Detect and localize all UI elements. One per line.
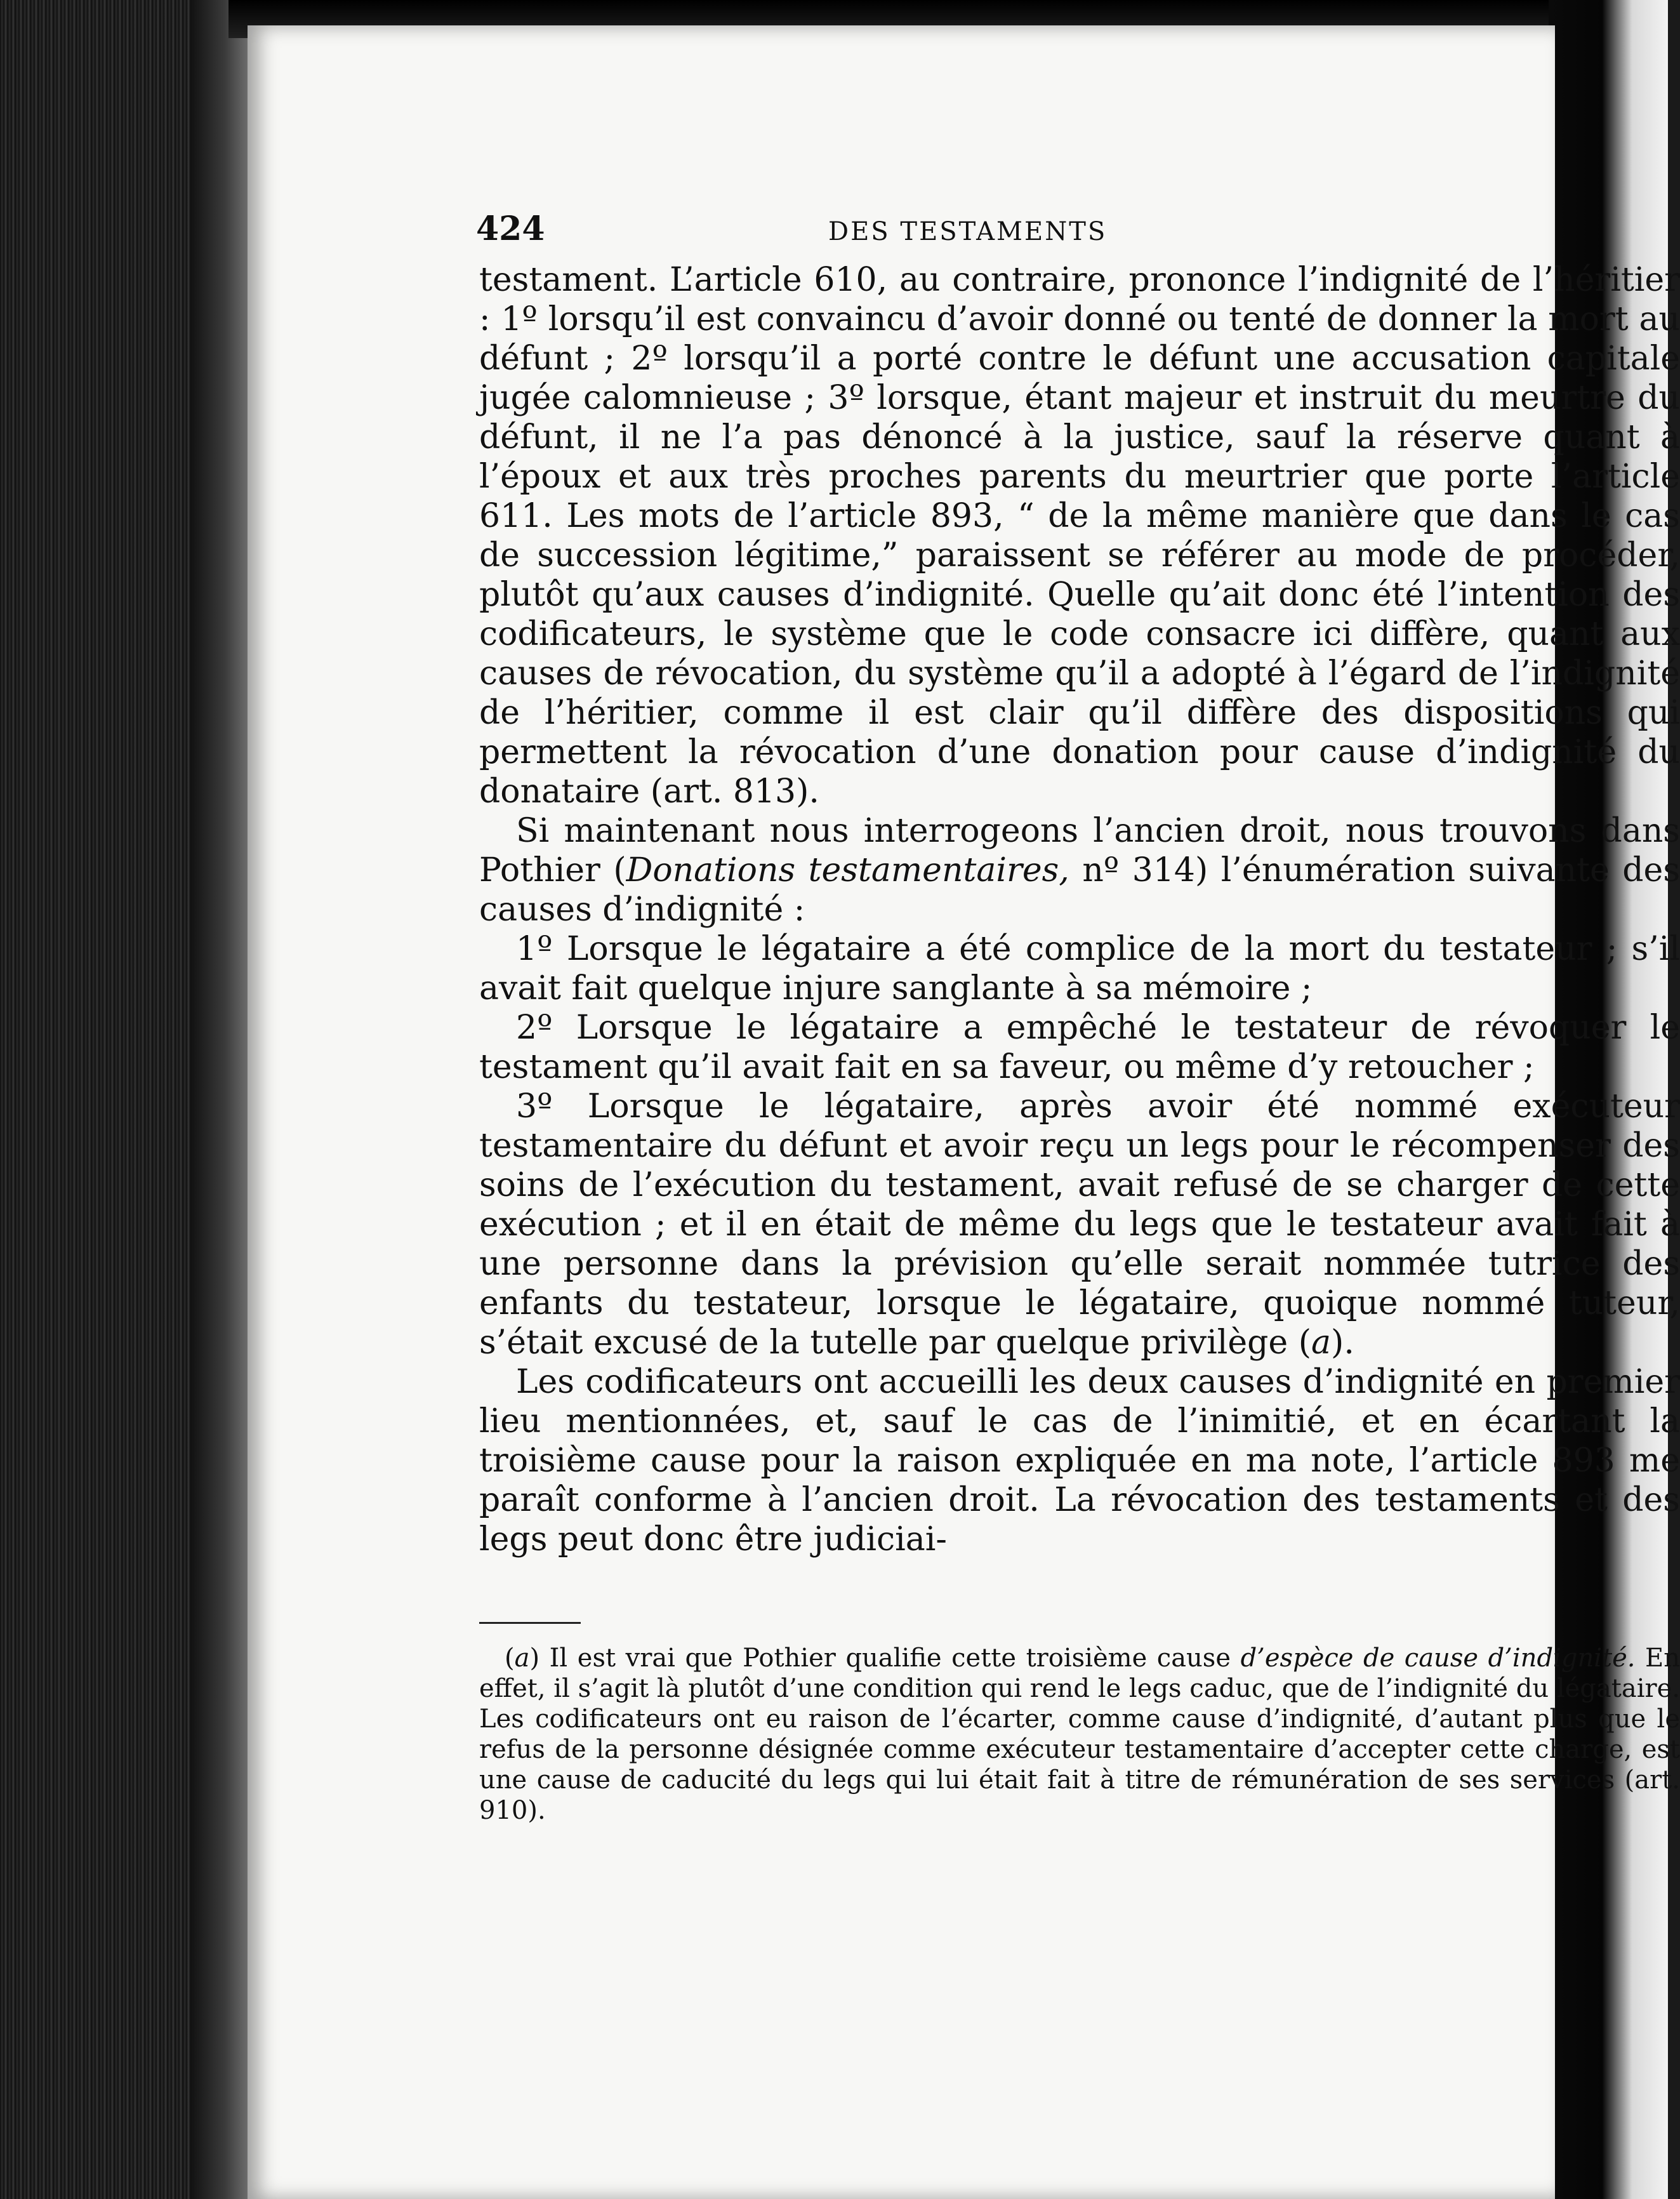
- running-head: [476, 184, 1352, 254]
- list-item-1: 1º Lorsque le légataire a été complice de la mort du testateur ; s’il avait fait quelque injure sanglante à sa mémoire ;: [479, 930, 1680, 1007]
- paragraph-pothier: Si maintenant nous interrogeons l’ancien droit, nous trouvons dans Pothier (Donations testamentaires, nº 314) l’énumération suivante des causes d’indignité :: [479, 812, 1680, 929]
- footnote-marker: a: [514, 1644, 530, 1673]
- chapter-title: DES TESTAMENTS: [828, 217, 1108, 246]
- paragraph-last: Les codificateurs ont accueilli les deux causes d’indignité en premier lieu mentionnées, et, sauf le cas de l’inimitié, et en écartant la troisième cause pour la raison expliquée en ma note, l’article 893 me paraît conforme à l’ancien droit. La révocation des testaments et des legs peut donc être judiciai-: [479, 1363, 1680, 1558]
- footnote-italic: d’espèce de cause d’indignité.: [1240, 1644, 1636, 1673]
- list-item-2: 2º Lorsque le légataire a empêché le testateur de révoquer le testament qu’il avait fait en sa faveur, ou même d’y retoucher ;: [479, 1009, 1680, 1086]
- work-title: Donations testamentaires,: [626, 851, 1069, 889]
- page-number: 424: [476, 209, 545, 248]
- list-marker: 1º: [516, 930, 553, 968]
- book-edge-left: [0, 0, 248, 2199]
- body-text: [479, 260, 1680, 1559]
- list-marker: 3º: [516, 1087, 553, 1126]
- footnote-reference: a: [1311, 1324, 1332, 1362]
- paragraph-1: testament. L’article 610, au contraire, prononce l’indignité de l’héritier : 1º lorsqu’il est convaincu d’avoir donné ou tenté de donner la mort au défunt ; 2º lorsqu’il a porté contre le défunt une accusation capitale jugée calomnieuse ; 3º lorsque, étant majeur et instruit du meurtre du défunt, il ne l’a pas dénoncé à la justice, sauf la réserve quant à l’époux et aux très proches parents du meurtrier que porte l’article 611. Les mots de l’article 893, “ de la même manière que dans le cas de succession légitime,” paraissent se référer au mode de procéder, plutôt qu’aux causes d’indignité. Quelle qu’ait donc été l’intention des codificateurs, le système que le code consacre ici diffère, quant aux causes de révocation, du système qu’il a adopté à l’égard de l’indignité de l’héritier, comme il est clair qu’il diffère des dispositions qui permettent la révocation d’une donation pour cause d’indignité du donataire (art. 813).: [479, 261, 1680, 811]
- list-marker: 2º: [516, 1009, 553, 1047]
- footnote-divider: [479, 1622, 581, 1624]
- footnote: (a) Il est vrai que Pothier qualifie cette troisième cause d’espèce de cause d’indignité. En effet, il s’agit là plutôt d’une condition qui rend le legs caduc, que de l’indignité du légataire. Les codificateurs ont eu raison de l’écarter, comme cause d’indignité, d’autant plus que le refus de la personne désignée comme exécuteur testamentaire d’accepter cette charge, est une cause de caducité du legs qui lui était fait à titre de rémunération de ses services (art. 910).: [479, 1644, 1680, 1825]
- book-page: [248, 25, 1680, 2199]
- list-item-3: 3º Lorsque le légataire, après avoir été nommé exécuteur testamentaire du défunt et avoir reçu un legs pour le récompenser des soins de l’exécution du testament, avait refusé de se charger de cette exécution ; et il en était de même du legs que le testateur avait fait à une personne dans la prévision qu’elle serait nommée tutrice des enfants du testateur, lorsque le légataire, quoique nommé tuteur, s’était excusé de la tutelle par quelque privilège (a).: [479, 1087, 1680, 1362]
